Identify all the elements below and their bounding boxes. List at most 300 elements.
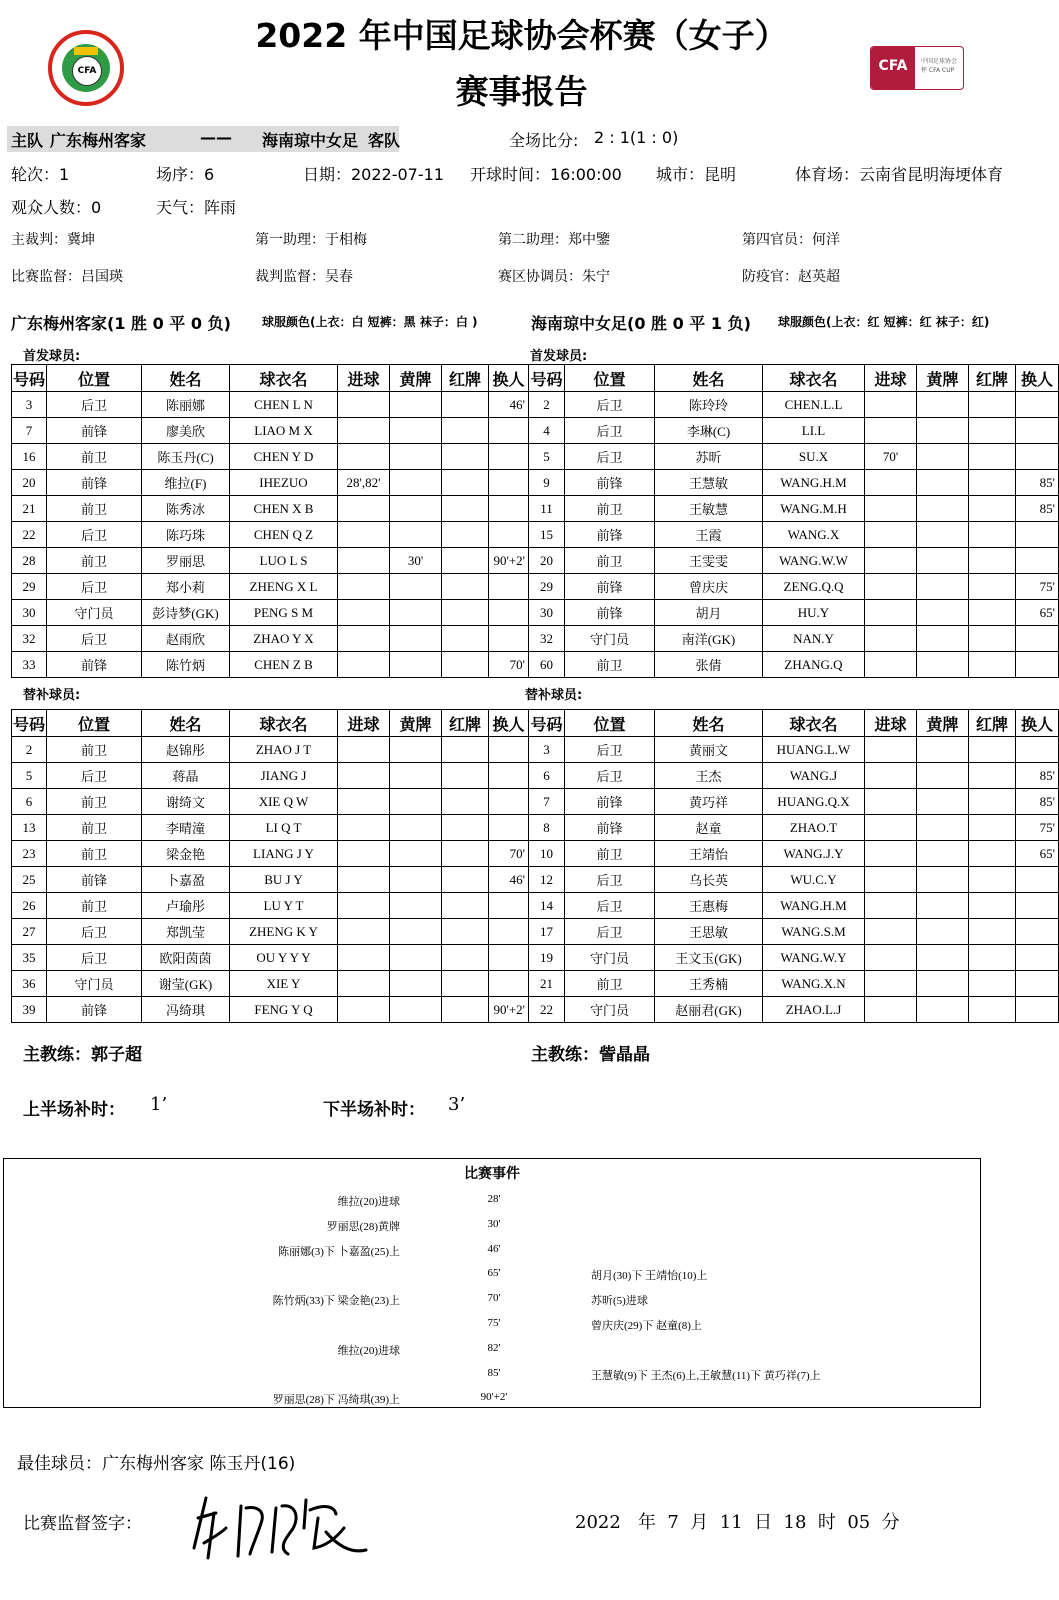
away-player-cell: 胡月	[655, 600, 763, 626]
table-row	[12, 945, 1059, 971]
home-player-cell: 前锋	[47, 470, 142, 496]
column-header: 黄牌	[917, 710, 969, 737]
away-kit-colors: 球服颜色(上衣：红 短裤：红 袜子：红)	[778, 315, 990, 329]
score-label: 全场比分:	[509, 131, 579, 150]
away-player-cell	[865, 574, 917, 600]
home-player-cell	[338, 652, 390, 678]
home-player-cell	[442, 522, 489, 548]
away-player-cell	[1016, 444, 1059, 470]
home-player-cell	[442, 444, 489, 470]
away-player-cell	[865, 470, 917, 496]
home-player-cell	[390, 444, 442, 470]
away-player-cell: 7	[529, 789, 565, 815]
stadium: 体育场：云南省昆明海埂体育	[795, 165, 1004, 184]
table-row	[12, 737, 1059, 763]
table-row	[12, 789, 1059, 815]
away-player-cell	[969, 867, 1016, 893]
home-player-cell: 陈竹炳	[142, 652, 230, 678]
event-row	[4, 1317, 980, 1341]
table-row	[12, 496, 1059, 522]
home-player-cell	[489, 893, 529, 919]
away-player-cell	[917, 841, 969, 867]
home-player-cell	[489, 945, 529, 971]
away-player-cell: 王雯雯	[655, 548, 763, 574]
away-player-cell	[917, 444, 969, 470]
away-player-cell: 后卫	[565, 418, 655, 444]
home-player-cell: 25	[12, 867, 47, 893]
away-player-cell: 10	[529, 841, 565, 867]
away-player-cell: 守门员	[565, 997, 655, 1023]
column-header: 球衣名	[763, 365, 865, 392]
column-header: 号码	[529, 710, 565, 737]
table-row	[12, 893, 1059, 919]
away-player-cell: 60	[529, 652, 565, 678]
home-player-cell	[442, 626, 489, 652]
home-player-cell: 后卫	[47, 945, 142, 971]
home-player-cell: OU Y Y Y	[230, 945, 338, 971]
event-minute: 28'	[487, 1193, 501, 1205]
column-header: 换人	[489, 710, 529, 737]
match-order: 场序：6	[156, 165, 215, 184]
away-player-cell	[1016, 626, 1059, 652]
starters-table	[11, 364, 1059, 678]
away-player-cell: 赵童	[655, 815, 763, 841]
away-player-cell: 75'	[1016, 574, 1059, 600]
home-player-cell	[338, 841, 390, 867]
away-player-cell	[865, 789, 917, 815]
home-player-cell: IHEZUO	[230, 470, 338, 496]
column-header: 红牌	[442, 710, 489, 737]
home-player-cell: 28',82'	[338, 470, 390, 496]
column-header: 换人	[1016, 710, 1059, 737]
home-player-cell: ZHAO Y X	[230, 626, 338, 652]
event-row	[4, 1292, 980, 1316]
sign-datetime: 2022 年 7 月 11 日 18 时 05 分	[575, 1512, 900, 1533]
home-player-cell: 70'	[489, 652, 529, 678]
home-player-cell	[390, 522, 442, 548]
home-player-cell	[338, 418, 390, 444]
away-player-cell: 曾庆庆	[655, 574, 763, 600]
away-player-cell: 王杰	[655, 763, 763, 789]
home-player-cell	[338, 574, 390, 600]
column-header: 号码	[12, 365, 47, 392]
away-player-cell	[865, 893, 917, 919]
home-player-cell	[489, 971, 529, 997]
home-player-cell: XIE Q W	[230, 789, 338, 815]
home-player-cell	[390, 470, 442, 496]
home-player-cell: 20	[12, 470, 47, 496]
home-player-cell: 后卫	[47, 919, 142, 945]
home-player-cell	[338, 548, 390, 574]
column-header: 球衣名	[230, 365, 338, 392]
column-header: 球衣名	[230, 710, 338, 737]
home-player-cell: 郑凯莹	[142, 919, 230, 945]
away-player-cell: 后卫	[565, 737, 655, 763]
away-player-cell	[969, 971, 1016, 997]
column-header: 姓名	[142, 710, 230, 737]
home-player-cell	[442, 574, 489, 600]
away-player-cell	[865, 522, 917, 548]
home-player-cell	[390, 893, 442, 919]
home-player-cell: 前卫	[47, 815, 142, 841]
first-half-stoppage-label: 上半场补时：	[23, 1100, 125, 1120]
match-date: 日期：2022-07-11	[303, 165, 444, 184]
home-player-cell: 赵锦彤	[142, 737, 230, 763]
cfa-cup-logo-text: 中国足球协会杯 CFA CUP	[921, 58, 958, 74]
column-header: 进球	[865, 710, 917, 737]
home-player-cell: 90'+2'	[489, 548, 529, 574]
home-player-cell: 梁金艳	[142, 841, 230, 867]
home-player-cell: 蒋晶	[142, 763, 230, 789]
away-player-cell: HU.Y	[763, 600, 865, 626]
home-player-cell: 陈巧珠	[142, 522, 230, 548]
away-player-cell: 南洋(GK)	[655, 626, 763, 652]
event-minute: 85'	[487, 1366, 501, 1379]
home-player-cell	[489, 737, 529, 763]
home-player-cell: JIANG J	[230, 763, 338, 789]
column-header: 换人	[489, 365, 529, 392]
away-player-cell: 19	[529, 945, 565, 971]
table-row	[12, 470, 1059, 496]
home-player-cell	[442, 997, 489, 1023]
home-team-name: 广东梅州客家	[50, 131, 147, 150]
column-header: 姓名	[142, 365, 230, 392]
attendance: 观众人数：0	[11, 198, 102, 217]
home-player-cell	[489, 470, 529, 496]
home-player-cell: 90'+2'	[489, 997, 529, 1023]
event-home-text: 维拉(20)进球	[337, 1344, 400, 1357]
column-header: 姓名	[655, 710, 763, 737]
event-away-text: 苏昕(5)进球	[591, 1295, 648, 1308]
home-player-cell	[390, 919, 442, 945]
away-player-cell	[969, 470, 1016, 496]
away-player-cell: 王霞	[655, 522, 763, 548]
away-player-cell: WANG.W.Y	[763, 945, 865, 971]
home-player-cell: 前卫	[47, 789, 142, 815]
away-player-cell	[865, 945, 917, 971]
away-player-cell	[1016, 867, 1059, 893]
first-half-stoppage-value: 1’	[150, 1094, 168, 1115]
home-player-cell	[442, 763, 489, 789]
away-player-cell: 前锋	[565, 600, 655, 626]
page-title: 2022 年中国足球协会杯赛（女子）	[255, 16, 788, 55]
home-player-cell	[442, 893, 489, 919]
away-player-cell: HUANG.Q.X	[763, 789, 865, 815]
away-player-cell	[865, 763, 917, 789]
event-row	[4, 1342, 980, 1366]
table-row	[12, 971, 1059, 997]
home-player-cell	[338, 392, 390, 418]
away-player-cell	[917, 893, 969, 919]
epidemic-officer: 防疫官：赵英超	[742, 269, 840, 285]
event-row	[4, 1391, 980, 1415]
event-row	[4, 1243, 980, 1267]
commissioner-signature	[186, 1488, 376, 1568]
home-player-cell	[390, 652, 442, 678]
home-player-cell: 16	[12, 444, 47, 470]
away-player-cell	[969, 893, 1016, 919]
home-player-cell: LUO L S	[230, 548, 338, 574]
away-player-cell	[865, 841, 917, 867]
column-header: 红牌	[969, 710, 1016, 737]
away-player-cell: 21	[529, 971, 565, 997]
home-player-cell: 罗丽思	[142, 548, 230, 574]
away-player-cell	[917, 548, 969, 574]
away-player-cell: WANG.X	[763, 522, 865, 548]
home-player-cell: LIANG J Y	[230, 841, 338, 867]
home-player-cell: 后卫	[47, 392, 142, 418]
away-player-cell: WANG.X.N	[763, 971, 865, 997]
away-player-cell	[969, 392, 1016, 418]
home-player-cell	[489, 763, 529, 789]
home-player-cell: 前卫	[47, 737, 142, 763]
away-player-cell: 王文玉(GK)	[655, 945, 763, 971]
away-player-cell: 2	[529, 392, 565, 418]
away-player-cell	[917, 626, 969, 652]
cfa-cup-logo-mark: CFA	[871, 47, 915, 89]
away-player-cell	[865, 867, 917, 893]
match-events-title: 比赛事件	[464, 1166, 520, 1182]
home-player-cell	[390, 945, 442, 971]
away-player-cell	[969, 997, 1016, 1023]
event-minute: 82'	[487, 1341, 501, 1354]
away-player-cell: 赵丽君(GK)	[655, 997, 763, 1023]
event-home-text: 罗丽思(28)黄牌	[326, 1220, 400, 1233]
away-player-cell: 王靖怡	[655, 841, 763, 867]
home-player-cell: 30'	[390, 548, 442, 574]
away-player-cell: 65'	[1016, 600, 1059, 626]
home-player-cell: 陈玉丹(C)	[142, 444, 230, 470]
away-subs-label: 替补球员:	[525, 688, 583, 703]
away-label: 客队	[368, 131, 401, 150]
away-player-cell	[917, 522, 969, 548]
away-player-cell: 乌长英	[655, 867, 763, 893]
away-player-cell	[969, 418, 1016, 444]
home-player-cell	[489, 574, 529, 600]
home-player-cell: 26	[12, 893, 47, 919]
second-half-stoppage-label: 下半场补时：	[323, 1100, 425, 1120]
away-team-name: 海南琼中女足	[262, 131, 359, 150]
away-player-cell	[969, 841, 1016, 867]
home-player-cell	[442, 652, 489, 678]
away-player-cell	[1016, 945, 1059, 971]
home-player-cell	[338, 496, 390, 522]
away-player-cell	[917, 971, 969, 997]
away-player-cell	[865, 919, 917, 945]
away-player-cell: WANG.M.H	[763, 496, 865, 522]
away-player-cell: 20	[529, 548, 565, 574]
table-header-row	[12, 365, 1059, 392]
table-row	[12, 548, 1059, 574]
home-player-cell: 卜嘉盈	[142, 867, 230, 893]
home-player-cell: 29	[12, 574, 47, 600]
away-player-cell: SU.X	[763, 444, 865, 470]
away-player-cell: 前锋	[565, 522, 655, 548]
away-player-cell: 后卫	[565, 867, 655, 893]
away-player-cell: 李琳(C)	[655, 418, 763, 444]
away-player-cell	[917, 418, 969, 444]
home-player-cell: 守门员	[47, 600, 142, 626]
away-player-cell	[917, 652, 969, 678]
home-player-cell: 陈丽娜	[142, 392, 230, 418]
home-player-cell: 23	[12, 841, 47, 867]
away-player-cell	[917, 919, 969, 945]
home-player-cell: 后卫	[47, 574, 142, 600]
away-player-cell	[969, 789, 1016, 815]
home-player-cell	[390, 815, 442, 841]
home-player-cell	[338, 919, 390, 945]
away-player-cell: 5	[529, 444, 565, 470]
home-player-cell: 卢瑜彤	[142, 893, 230, 919]
home-player-cell	[390, 997, 442, 1023]
away-player-cell	[865, 997, 917, 1023]
away-player-cell: 17	[529, 919, 565, 945]
home-player-cell: XIE Y	[230, 971, 338, 997]
away-player-cell	[969, 548, 1016, 574]
away-player-cell	[865, 418, 917, 444]
away-player-cell: 30	[529, 600, 565, 626]
home-player-cell	[338, 763, 390, 789]
column-header: 号码	[529, 365, 565, 392]
home-player-cell	[442, 600, 489, 626]
home-player-cell: ZHAO J T	[230, 737, 338, 763]
venue-coordinator: 赛区协调员：朱宁	[498, 269, 610, 285]
logo-ball-icon: CFA	[72, 56, 102, 86]
away-player-cell	[865, 737, 917, 763]
referee-assessor: 裁判监督：吴春	[255, 269, 353, 285]
home-player-cell: 前卫	[47, 893, 142, 919]
away-player-cell: NAN.Y	[763, 626, 865, 652]
match-events-box	[3, 1158, 981, 1408]
away-player-cell: 苏昕	[655, 444, 763, 470]
away-player-cell	[865, 496, 917, 522]
home-player-cell	[390, 971, 442, 997]
home-player-cell	[338, 893, 390, 919]
home-player-cell: LI Q T	[230, 815, 338, 841]
away-player-cell: 85'	[1016, 763, 1059, 789]
home-player-cell	[489, 626, 529, 652]
home-player-cell: 谢莹(GK)	[142, 971, 230, 997]
home-player-cell	[489, 600, 529, 626]
home-player-cell: LU Y T	[230, 893, 338, 919]
away-player-cell	[1016, 737, 1059, 763]
away-player-cell: 前卫	[565, 548, 655, 574]
home-subs-label: 替补球员:	[23, 688, 81, 703]
away-player-cell: 14	[529, 893, 565, 919]
column-header: 进球	[338, 365, 390, 392]
away-player-cell: 12	[529, 867, 565, 893]
home-player-cell: CHEN X B	[230, 496, 338, 522]
home-player-cell	[338, 626, 390, 652]
column-header: 换人	[1016, 365, 1059, 392]
away-player-cell	[969, 737, 1016, 763]
home-player-cell: 后卫	[47, 763, 142, 789]
away-player-cell	[969, 945, 1016, 971]
home-player-cell: 前锋	[47, 867, 142, 893]
table-row	[12, 600, 1059, 626]
home-label: 主队	[11, 131, 44, 150]
event-row	[4, 1267, 980, 1291]
event-minute: 30'	[487, 1217, 501, 1230]
away-player-cell	[1016, 919, 1059, 945]
table-row	[12, 574, 1059, 600]
column-header: 黄牌	[917, 365, 969, 392]
away-player-cell: 前卫	[565, 496, 655, 522]
event-minute: 46'	[487, 1242, 501, 1255]
table-row	[12, 919, 1059, 945]
home-player-cell: 守门员	[47, 971, 142, 997]
away-player-cell: WANG.H.M	[763, 470, 865, 496]
home-player-cell: 7	[12, 418, 47, 444]
home-player-cell: 32	[12, 626, 47, 652]
home-player-cell: 前卫	[47, 841, 142, 867]
subs-table	[11, 709, 1059, 1023]
away-player-cell: 15	[529, 522, 565, 548]
away-player-cell: WANG.W.W	[763, 548, 865, 574]
home-player-cell	[390, 496, 442, 522]
home-player-cell	[442, 789, 489, 815]
home-player-cell	[390, 574, 442, 600]
table-row	[12, 652, 1059, 678]
home-player-cell: 前锋	[47, 997, 142, 1023]
home-player-cell	[390, 737, 442, 763]
cfa-cup-logo	[870, 46, 964, 90]
home-player-cell: 前卫	[47, 548, 142, 574]
home-player-cell: 3	[12, 392, 47, 418]
column-header: 位置	[565, 365, 655, 392]
event-row	[4, 1218, 980, 1242]
home-player-cell	[442, 945, 489, 971]
home-player-cell: 赵雨欣	[142, 626, 230, 652]
away-player-cell: 前卫	[565, 841, 655, 867]
home-player-cell	[390, 392, 442, 418]
away-player-cell: 前锋	[565, 574, 655, 600]
match-commissioner: 比赛监督：吕国瑛	[11, 269, 123, 285]
home-player-cell: FENG Y Q	[230, 997, 338, 1023]
away-player-cell	[865, 600, 917, 626]
away-player-cell: 3	[529, 737, 565, 763]
home-player-cell	[338, 997, 390, 1023]
away-player-cell	[917, 392, 969, 418]
event-home-text: 陈竹炳(33)下 梁金艳(23)上	[272, 1295, 400, 1308]
column-header: 进球	[338, 710, 390, 737]
home-player-cell	[338, 815, 390, 841]
away-player-cell	[969, 763, 1016, 789]
table-row	[12, 444, 1059, 470]
home-team-record: 广东梅州客家(1 胜 0 平 0 负)	[11, 314, 231, 333]
home-player-cell	[390, 789, 442, 815]
away-player-cell	[1016, 971, 1059, 997]
column-header: 位置	[565, 710, 655, 737]
home-player-cell: 前卫	[47, 496, 142, 522]
away-player-cell: 前锋	[565, 789, 655, 815]
full-time-score: 2 : 1(1 : 0)	[594, 128, 679, 147]
home-player-cell: CHEN Z B	[230, 652, 338, 678]
home-player-cell: 欧阳茵茵	[142, 945, 230, 971]
home-player-cell: CHEN Q Z	[230, 522, 338, 548]
away-player-cell: WANG.H.M	[763, 893, 865, 919]
away-player-cell: 8	[529, 815, 565, 841]
home-player-cell	[442, 470, 489, 496]
event-away-text: 胡月(30)下 王靖怡(10)上	[591, 1270, 708, 1283]
event-minute: 65'	[487, 1267, 501, 1280]
signature-label: 比赛监督签字：	[23, 1514, 142, 1534]
away-player-cell: 85'	[1016, 789, 1059, 815]
home-player-cell: 李晴潼	[142, 815, 230, 841]
away-player-cell: 9	[529, 470, 565, 496]
event-row	[4, 1193, 980, 1217]
home-player-cell	[489, 444, 529, 470]
